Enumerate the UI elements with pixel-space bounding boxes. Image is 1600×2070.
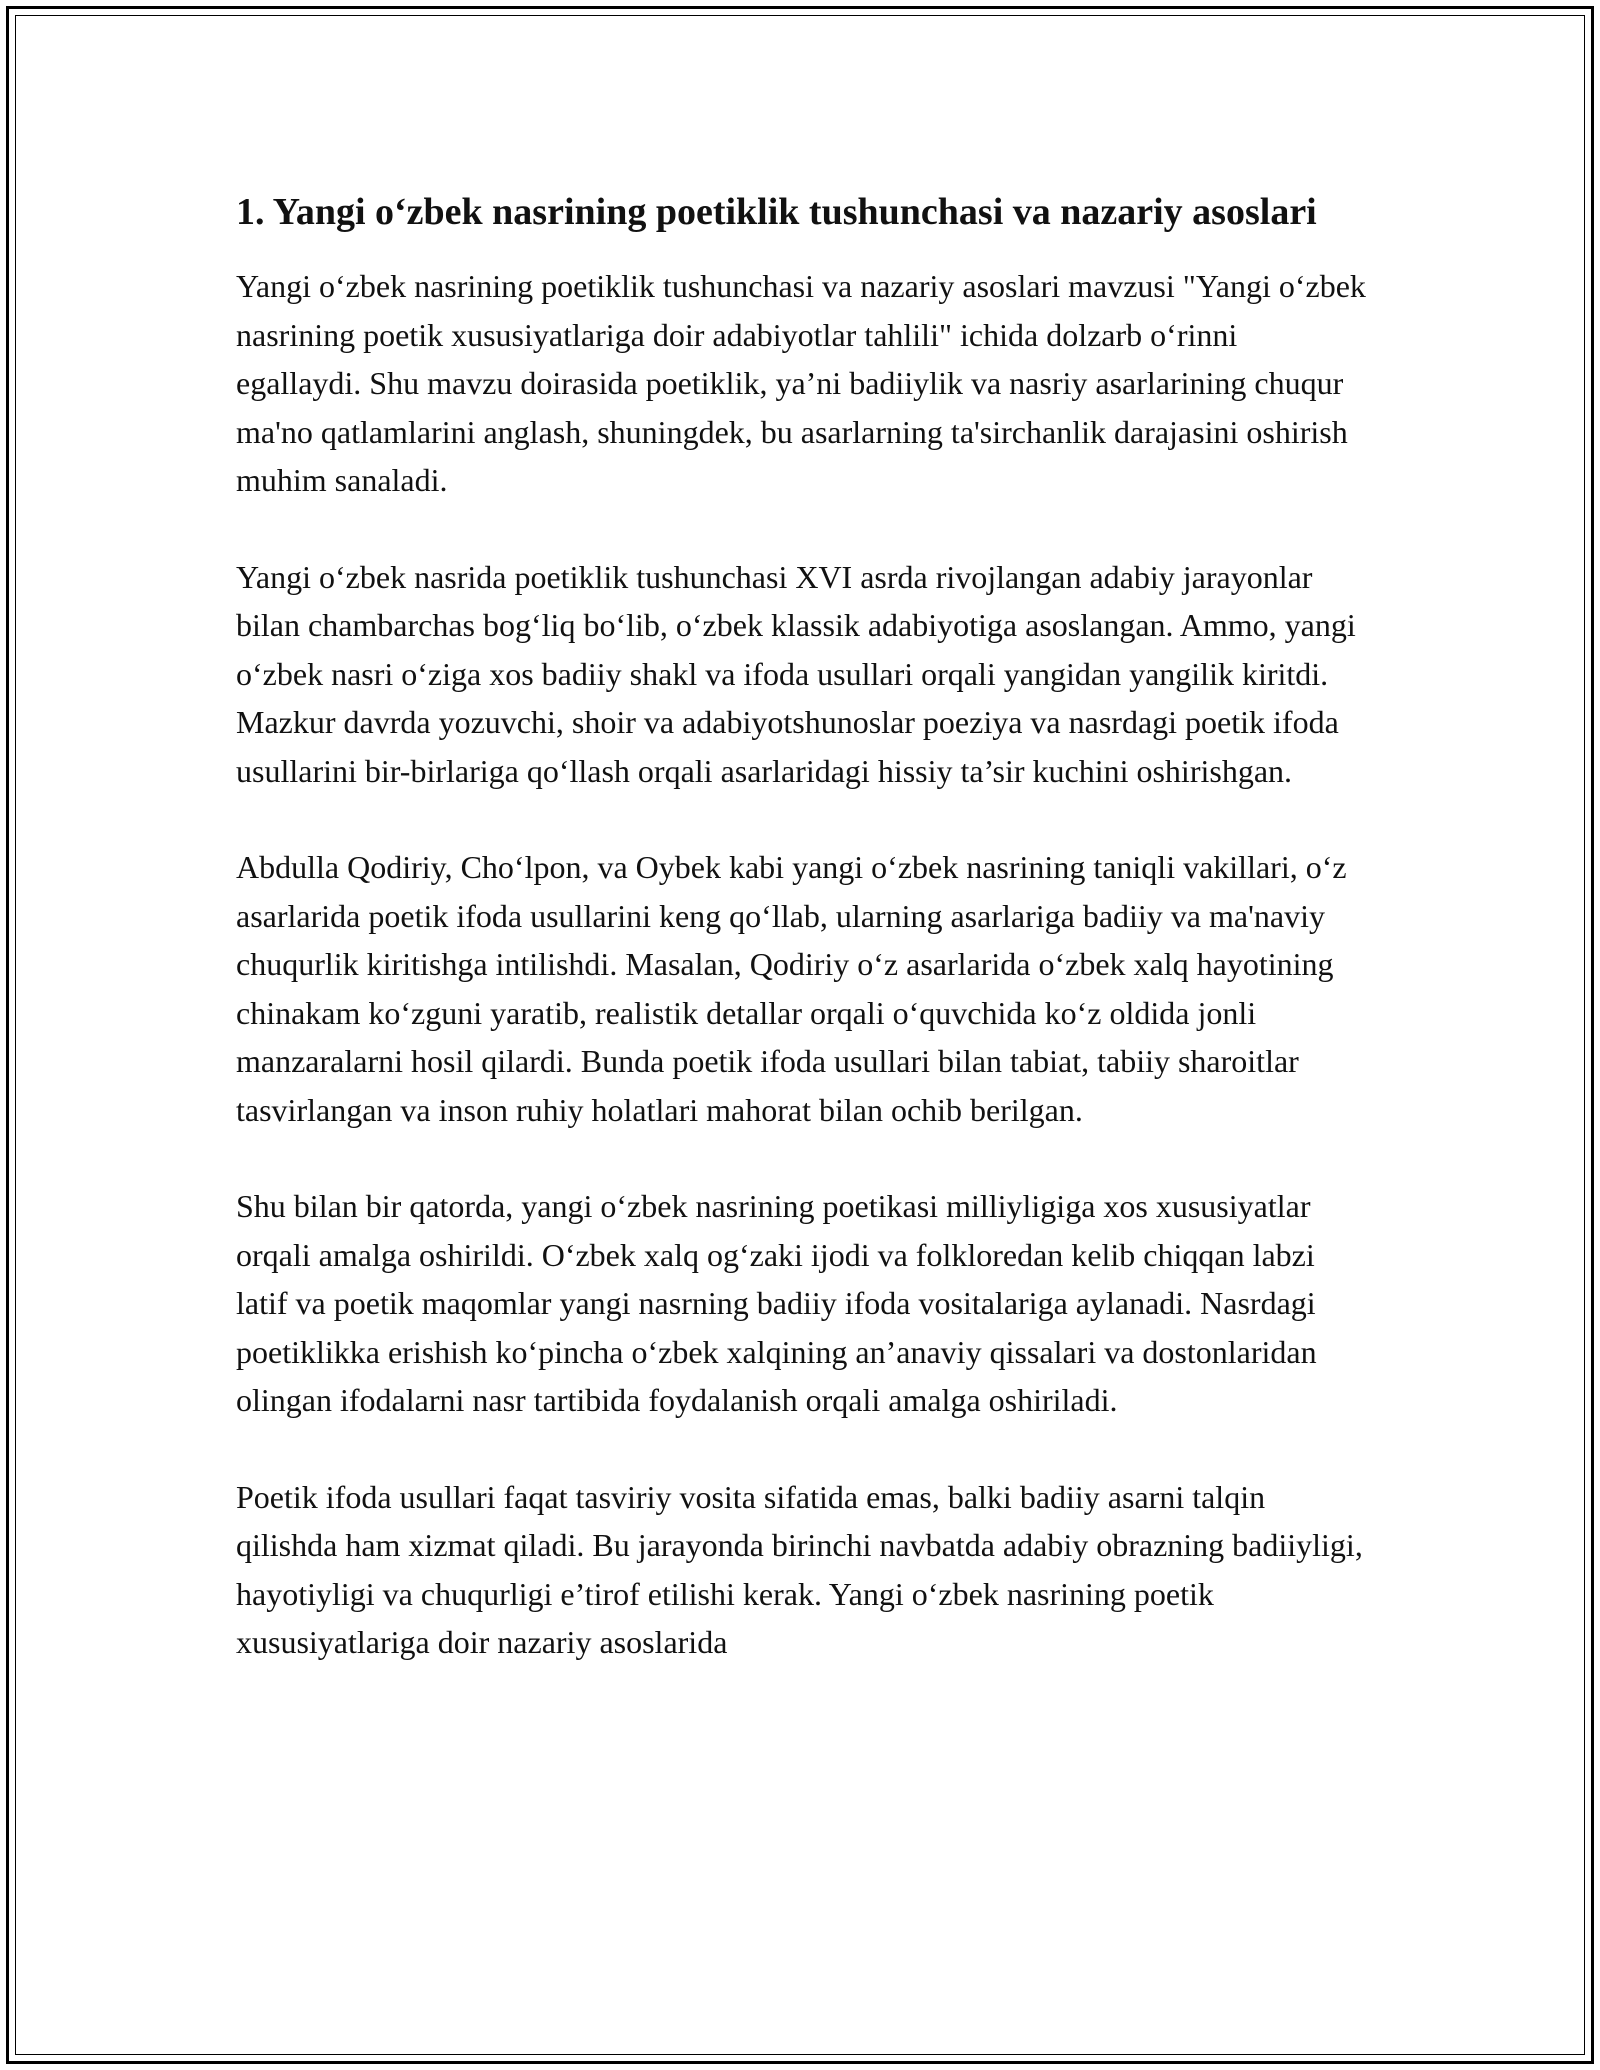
section-heading: 1. Yangi o‘zbek nasrining poetiklik tushunchasi va nazariy asoslari — [236, 191, 1317, 233]
paragraph-2: Yangi o‘zbek nasrida poetiklik tushunchasi XVI asrda rivojlangan adabiy jarayonlar bilan chambarchas bog‘liq bo‘lib, o‘zbek klassik adabiyotiga asoslangan. Ammo, yangi o‘zbek nasri o‘ziga xos badiiy shakl va ifoda usullari orqali yangidan yangilik kiritdi. Mazkur davrda yozuvchi, shoir va adabiyotshunoslar poeziya va nasrdagi poetik ifoda usullarini bir-birlariga qo‘llash orqali asarlaridagi hissiy ta’sir kuchini oshirishgan. — [236, 558, 1356, 789]
paragraph-3: Abdulla Qodiriy, Cho‘lpon, va Oybek kabi yangi o‘zbek nasrining taniqli vakillari, o‘z asarlarida poetik ifoda usullarini keng qo‘llab, ularning asarlariga badiiy va ma'naviy chuqurlik kiritishga intilishdi. Masalan, Qodiriy o‘z asarlarida o‘zbek xalq hayotining chinakam ko‘zguni yaratib, realistik detallar orqali o‘quvchida ko‘z oldida jonli manzaralarni hosil qilardi. Bunda poetik ifoda usullari bilan tabiat, tabiiy sharoitlar tasvirlangan va inson ruhiy holatlari mahorat bilan ochib berilgan. — [236, 849, 1347, 1128]
paragraph-5: Poetik ifoda usullari faqat tasviriy vosita sifatida emas, balki badiiy asarni talqin qilishda ham xizmat qiladi. Bu jarayonda birinchi navbatda adabiy obrazning badiiyligi, hayotiyligi va chuqurligi e’tirof etilishi kerak. Yangi o‘zbek nasrining poetik xususiyatlariga doir nazariy asoslarida — [236, 1478, 1363, 1660]
paragraph-4: Shu bilan bir qatorda, yangi o‘zbek nasrining poetikasi milliyligiga xos xususiyatlar orqali amalga oshirildi. O‘zbek xalq og‘zaki ijodi va folkloredan kelib chiqqan labzi latif va poetik maqomlar yangi nasrning badiiy ifoda vositalariga aylanadi. Nasrdagi poetiklikka erishish ko‘pincha o‘zbek xalqining an’anaviy qissalari va dostonlaridan olingan ifodalarni nasr tartibida foydalanish orqali amalga oshiriladi. — [236, 1188, 1317, 1418]
document-body — [236, 184, 1366, 1715]
paragraph-1: Yangi o‘zbek nasrining poetiklik tushunchasi va nazariy asoslari mavzusi "Yangi o‘zbek nasrining poetik xususiyatlariga doir adabiyotlar tahlili" ichida dolzarb o‘rinni egallaydi. Shu mavzu doirasida poetiklik, ya’ni badiiylik va nasriy asarlarining chuqur ma'no qatlamlarini anglash, shuningdek, bu asarlarning ta'sirchanlik darajasini oshirish muhim sanaladi. — [236, 268, 1366, 498]
